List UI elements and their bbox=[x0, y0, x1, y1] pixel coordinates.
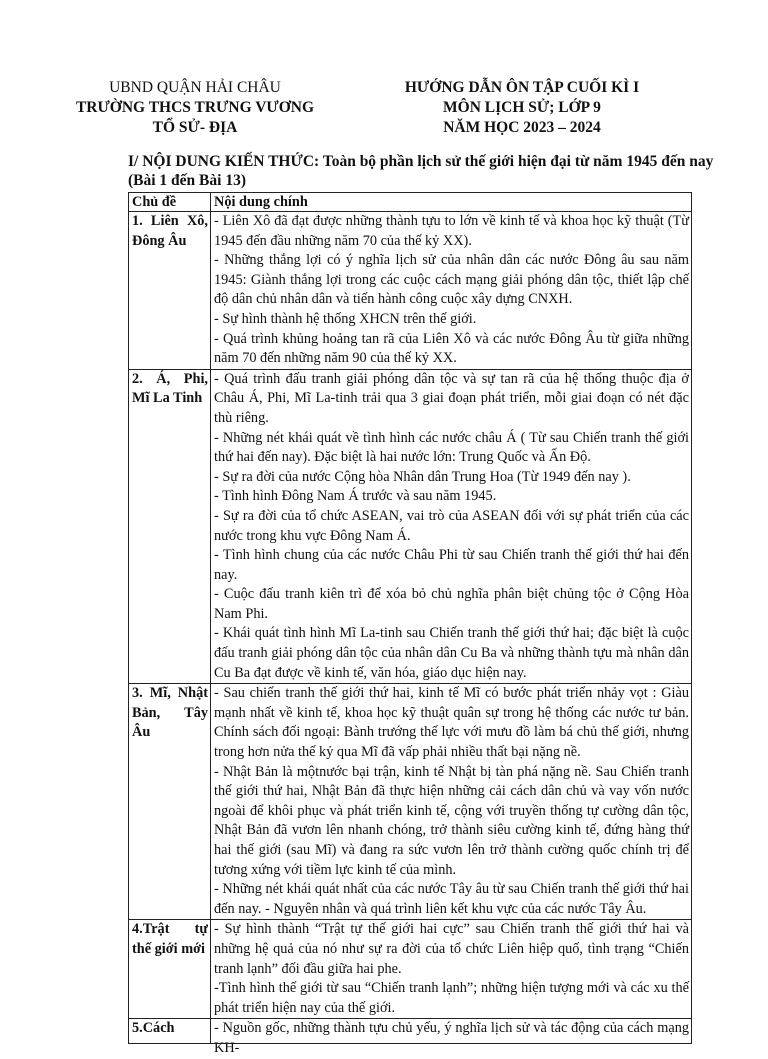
topic-cell: 4.Trật tự thế giới mới bbox=[129, 920, 211, 1019]
department-name: TỔ SỬ- ĐỊA bbox=[152, 119, 238, 136]
table-header-row bbox=[129, 193, 692, 212]
content-item: - Nhật Bản là mộtnước bại trận, kinh tế Nhật bị tàn phá nặng nề. Sau Chiến tranh thế giới thứ hai, Nhật Bản đã thực hiện những cải cách dân chủ và vay vốn nước ngoài để khôi phục và phát triển kinh tế, cộng với truyền thống tự cường dân tộc, Nhật Bản đã vươn lên nhanh chóng, trở thành siêu cường kinh tế, đứng hàng thứ hai thế giới (sau Mĩ) và đang ra sức vươn lên trở thành cường quốc chính trị để tương xứng với tiềm lực kinh tế của mình. bbox=[214, 763, 689, 878]
topic-cell: 3. Mĩ, Nhật Bản, Tây Âu bbox=[129, 684, 211, 920]
content-item: - Nguồn gốc, những thành tựu chủ yếu, ý nghĩa lịch sử và tác động của cách mạng KH- bbox=[214, 1020, 689, 1056]
content-cell bbox=[211, 920, 692, 1019]
content-item: - Sự ra đời của nước Cộng hòa Nhân dân Trung Hoa (Từ 1949 đến nay ). bbox=[214, 468, 631, 485]
content-item: - Quá trình khủng hoảng tan rã của Liên Xô và các nước Đông Âu từ giữa những năm 70 đến những năm 90 của thế kỷ XX. bbox=[214, 330, 689, 367]
content-cell bbox=[211, 684, 692, 920]
content-item: - Liên Xô đã đạt được những thành tựu to lớn về kinh tế và khoa học kỹ thuật (Từ 1945 đến đầu những năm 70 của thế kỷ XX). bbox=[214, 213, 689, 249]
document-header bbox=[372, 78, 672, 138]
topic-cell: 1. Liên Xô, Đông Âu bbox=[129, 212, 211, 370]
content-item: - Tình hình chung của các nước Châu Phi từ sau Chiến tranh thế giới thứ hai đến nay. bbox=[214, 547, 689, 583]
section-title: I/ NỘI DUNG KIẾN THỨC: Toàn bộ phần lịch sử thế giới hiện đại từ năm 1945 đến nay (Bài 1 đến Bài 13) bbox=[128, 153, 714, 189]
content-item: - Những nét khái quát nhất của các nước Tây âu từ sau Chiến tranh thế giới thứ hai đến nay. - Nguyên nhân và quá trình liên kết khu vực của các nước Tây Âu. bbox=[214, 881, 689, 917]
topic-cut: 5.Cách bbox=[132, 1020, 175, 1037]
content-item: - Tình hình Đông Nam Á trước và sau năm 1945. bbox=[214, 488, 497, 505]
column-header-content: Nội dung chính bbox=[211, 193, 692, 212]
table-row bbox=[129, 1019, 692, 1044]
table-row bbox=[129, 369, 692, 684]
district-name: UBND QUẬN HẢI CHÂU bbox=[109, 79, 281, 96]
topic-cell: 2. Á, Phi, Mĩ La Tinh bbox=[129, 369, 211, 684]
topic-cell bbox=[129, 1019, 211, 1044]
content-item: - Khái quát tình hình Mĩ La-tinh sau Chiến tranh thế giới thứ hai; đặc biệt là cuộc đấu tranh giải phóng dân tộc của nhân dân Cu Ba và những thành tựu mà nhân dân Cu Ba đạt được về kinh tế, văn hóa, giáo dục hiện nay. bbox=[214, 625, 689, 681]
content-item: - Sự hình thành “Trật tự thế giới hai cực” sau Chiến tranh thế giới thứ hai và những hệ quả của nó như sự ra đời của tổ chức Liên hiệp quố, tình trạng “Chiến tranh lạnh” đối đầu giữa hai phe. bbox=[214, 921, 689, 977]
subject-grade: MÔN LỊCH SỬ; LỚP 9 bbox=[443, 99, 601, 116]
content-item: - Những nét khái quát về tình hình các nước châu Á ( Từ sau Chiến tranh thế giới thứ hai đến nay). Đặc biệt là hai nước lớn: Trung Quốc và Ấn Độ. bbox=[214, 429, 689, 466]
content-item: - Sau chiến tranh thế giới thứ hai, kinh tế Mĩ có bước phát triển nhảy vọt : Giàu mạnh nhất về kinh tế, khoa học kỹ thuật quân sự trong hệ thống các nước tư bản. Chính sách đối ngoại: Bành trướng thế lực với mưu đồ làm bá chủ thế giới, nhưng trong hơn nửa thế kỷ qua Mĩ đã vấp phải nhiều thất bại nặng nề. bbox=[214, 685, 689, 761]
content-cell bbox=[211, 212, 692, 370]
school-header bbox=[70, 78, 320, 138]
content-item: - Cuộc đấu tranh kiên trì để xóa bỏ chủ nghĩa phân biệt chủng tộc ở Cộng Hòa Nam Phi. bbox=[214, 586, 689, 622]
school-name: TRƯỜNG THCS TRƯNG VƯƠNG bbox=[75, 99, 315, 116]
table-row bbox=[129, 684, 692, 920]
document-title: HƯỚNG DẪN ÔN TẬP CUỐI KÌ I bbox=[404, 79, 640, 96]
table-row bbox=[129, 212, 692, 370]
content-cell bbox=[211, 369, 692, 684]
content-item: - Sự hình thành hệ thống XHCN trên thế giới. bbox=[214, 310, 477, 327]
school-year: NĂM HỌC 2023 – 2024 bbox=[443, 119, 601, 136]
content-item: - Những thắng lợi có ý nghĩa lịch sử của nhân dân các nước Đông âu sau năm 1945: Giành thắng lợi trong các cuộc cách mạng giải phóng dân tộc, thiết lập chế độ dân chủ nhân dân và tiến hành công cuộc xây dựng CNXH. bbox=[214, 252, 689, 308]
content-item: - Quá trình đấu tranh giải phóng dân tộc và sự tan rã của hệ thống thuộc địa ở Châu Á, Phi, Mĩ La-tinh trải qua 3 giai đoạn phát triển, mỗi giai đoạn có nét đặc thù riêng. bbox=[214, 370, 689, 426]
content-item: -Tình hình thế giới từ sau “Chiến tranh lạnh”; những hiện tượng mới và các xu thế phát triển hiện nay của thế giới. bbox=[214, 980, 689, 1016]
table-row bbox=[129, 920, 692, 1019]
content-cell bbox=[211, 1019, 692, 1056]
column-header-topic: Chủ đề bbox=[129, 193, 211, 212]
content-table bbox=[128, 192, 692, 1056]
content-item: - Sự ra đời của tổ chức ASEAN, vai trò của ASEAN đối với sự phát triển của các nước trong khu vực Đông Nam Á. bbox=[214, 507, 689, 544]
